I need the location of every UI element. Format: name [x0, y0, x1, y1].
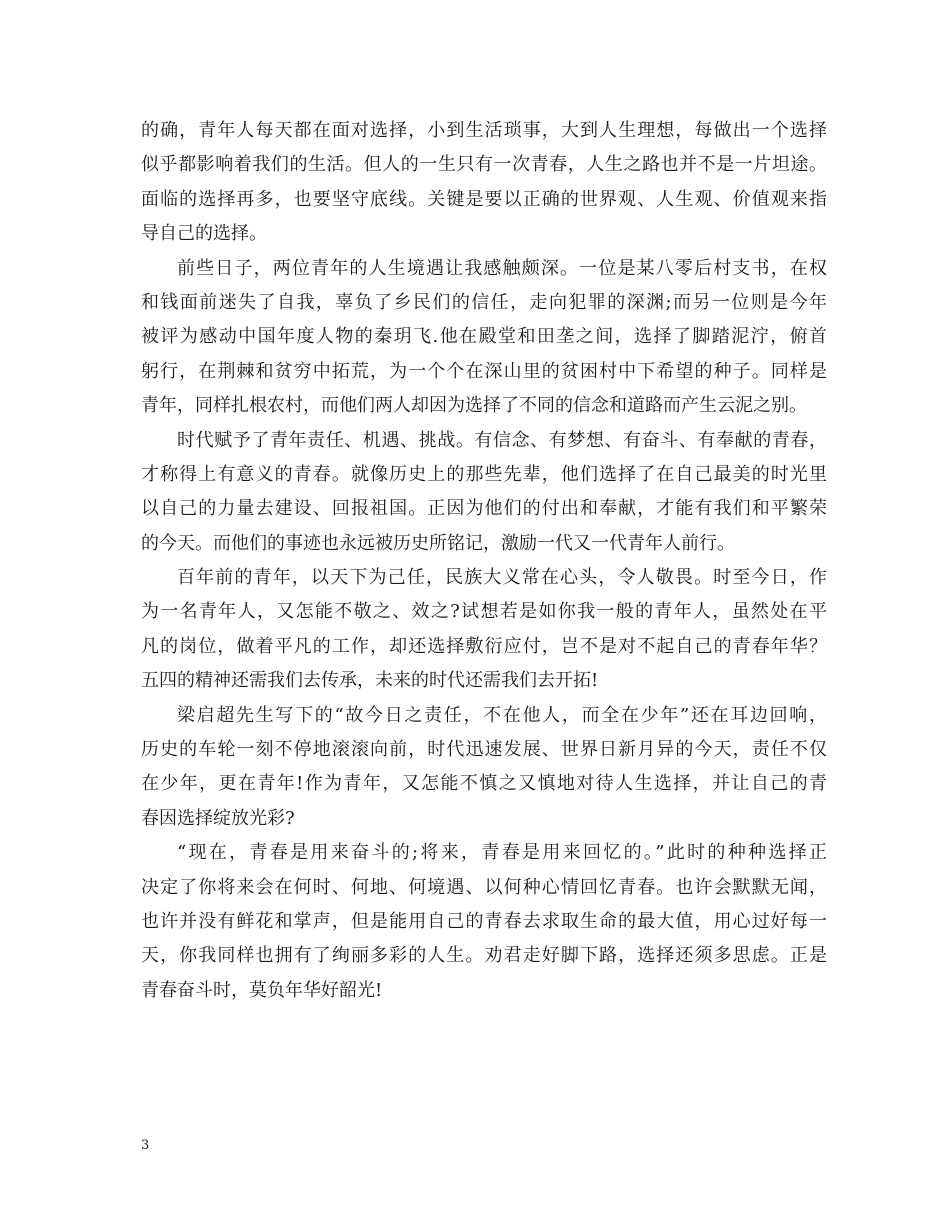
text-line: 为一名青年人，又怎能不敬之、效之?试想若是如你我一般的青年人，虽然处在平	[141, 601, 827, 623]
body-text	[141, 114, 827, 1008]
text-line: 导自己的选择。	[141, 223, 267, 245]
text-line: 春因选择绽放光彩?	[141, 807, 295, 829]
text-line: 五四的精神还需我们去传承，未来的时代还需我们去开拓!	[141, 670, 599, 692]
text-line: 被评为感动中国年度人物的秦玥飞.他在殿堂和田垄之间，选择了脚踏泥泞，俯首	[141, 326, 827, 348]
text-line: 时代赋予了青年责任、机遇、挑战。有信念、有梦想、有奋斗、有奉献的青春，	[177, 429, 827, 451]
text-line: 的确，青年人每天都在面对选择，小到生活琐事，大到人生理想，每做出一个选择	[141, 120, 827, 141]
text-line: “现在，青春是用来奋斗的;将来，青春是用来回忆的。”此时的种种选择正	[177, 842, 827, 864]
text-line: 青年，同样扎根农村，而他们两人却因为选择了不同的信念和道路而产生云泥之别。	[141, 395, 807, 417]
text-line: 历史的车轮一刻不停地滚滚向前，时代迅速发展、世界日新月异的今天，责任不仅	[141, 739, 827, 761]
text-line: 和钱面前迷失了自我，辜负了乡民们的信任，走向犯罪的深渊;而另一位则是今年	[141, 291, 827, 313]
text-line: 梁启超先生写下的“故今日之责任，不在他人，而全在少年”还在耳边回响，	[177, 704, 827, 726]
text-line: 以自己的力量去建设、回报祖国。正因为他们的付出和奉献，才能有我们和平繁荣	[141, 498, 827, 520]
page-number: 3	[141, 1138, 150, 1153]
text-line: 决定了你将来会在何时、何地、何境遇、以何种心情回忆青春。也许会默默无闻，	[141, 876, 827, 898]
text-line: 似乎都影响着我们的生活。但人的一生只有一次青春，人生之路也并不是一片坦途。	[141, 154, 827, 176]
text-line: 在少年，更在青年!作为青年，又怎能不慎之又慎地对待人生选择，并让自己的青	[141, 773, 827, 795]
text-line: 的今天。而他们的事迹也永远被历史所铭记，激励一代又一代青年人前行。	[141, 532, 735, 554]
text-line: 躬行，在荆棘和贫穷中拓荒，为一个个在深山里的贫困村中下希望的种子。同样是	[141, 360, 827, 382]
text-line: 凡的岗位，做着平凡的工作，却还选择敷衍应付，岂不是对不起自己的青春年华？	[141, 635, 827, 657]
text-line: 才称得上有意义的青春。就像历史上的那些先辈，他们选择了在自己最美的时光里	[141, 463, 827, 485]
text-line: 也许并没有鲜花和掌声，但是能用自己的青春去求取生命的最大值，用心过好每一	[141, 910, 827, 932]
text-line: 百年前的青年，以天下为己任，民族大义常在心头，令人敬畏。时至今日，作	[177, 567, 827, 589]
text-line: 面临的选择再多，也要坚守底线。关键是要以正确的世界观、人生观、价值观来指	[141, 188, 827, 210]
text-line: 天，你我同样也拥有了绚丽多彩的人生。劝君走好脚下路，选择还须多思虑。正是	[141, 945, 827, 967]
text-line: 前些日子，两位青年的人生境遇让我感触颇深。一位是某八零后村支书，在权	[177, 257, 827, 279]
text-line: 青春奋斗时，莫负年华好韶光!	[141, 979, 383, 1001]
